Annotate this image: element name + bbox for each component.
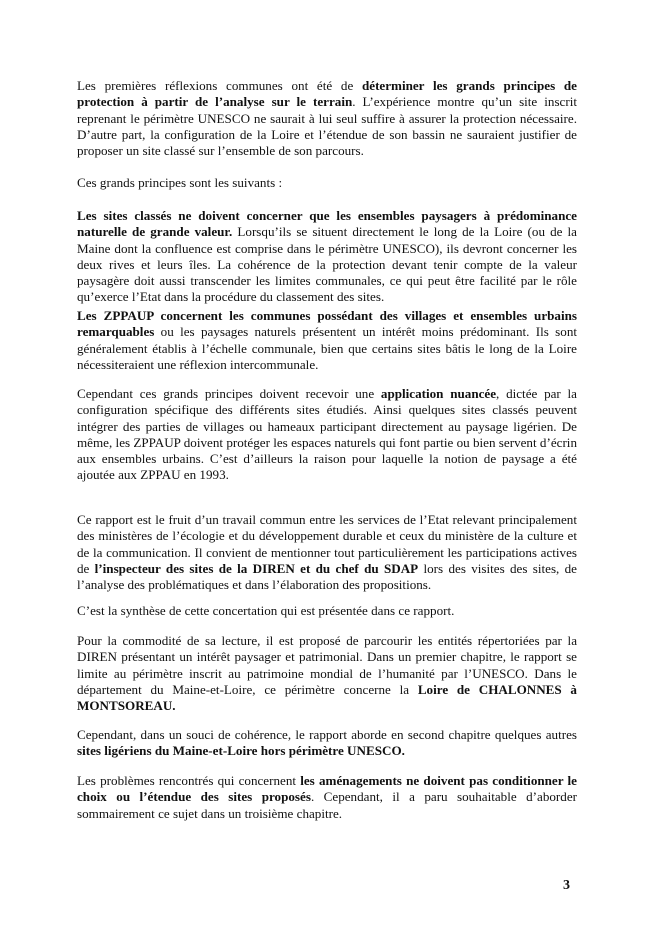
text-run: lors des visites des sites, de l’analyse des problématiques et dans l’élaboration des propositions. — [77, 560, 577, 593]
paragraph-second-chapitre — [77, 727, 577, 760]
text-run: Ce rapport est le fruit d’un travail commun entre les services de l’Etat relevant principalement des ministères de l’écologie et du développement durable et ceux du ministère de la culture et de la communication. Il convient de mentionner tout particulièrement les participations actives de — [77, 512, 577, 576]
text-run: , dictée par la configuration spécifique des différents sites étudiés. Ainsi quelques sites classés peuvent intégrer des parties de villages ou hameaux participant directement au paysage ligérien. De même, les ZPPAUP doivent protéger les espaces naturels qui font partie ou bien servent d’écrin aux ensembles urbains. C’est d’ailleurs la raison pour laquelle la notion de paysage a été ajoutée aux ZPPAU en 1993. — [77, 386, 577, 483]
bold-text-run: Les ZPPAUP concernent les communes possédant des villages et ensembles urbains remarquables — [77, 308, 577, 340]
text-run: Les problèmes rencontrés qui concernent — [77, 773, 301, 788]
bold-text-run: déterminer les grands principes de protection à partir de l’analyse sur le terrain — [77, 78, 577, 110]
text-run: Pour la commodité de sa lecture, il est proposé de parcourir les entités répertoriées par la DIREN présentant un intérêt paysager et patrimonial. Dans un premier chapitre, le rapport se limite au périmètre inscrit au patrimoine mondial de l’humanité par l’UNESCO. Dans le département du Maine-et-Loire, ce périmètre concerne la — [77, 633, 577, 697]
bold-text-run: Les sites classés ne doivent concerner que les ensembles paysagers à prédominance naturelle de grande valeur. — [77, 208, 577, 240]
text-run: ou les paysages naturels présentent un intérêt moins prédominant. Ils sont généralement établis à l’échelle communale, bien que certains sites bâtis le long de la Loire nécessiteraient une réflexion intercommunale. — [77, 324, 577, 372]
paragraph-amenagements — [77, 773, 577, 822]
text-run: Ces grands principes sont les suivants : — [77, 175, 283, 190]
paragraph-principles-list-lead — [77, 175, 577, 191]
paragraph-application-nuancee — [77, 386, 577, 484]
paragraph-principles-intro — [77, 78, 577, 159]
paragraph-rapport-travail-commun — [77, 512, 577, 593]
text-run: Les premières réflexions communes ont été de — [77, 78, 362, 93]
text-run: Cependant ces grands principes doivent recevoir une — [77, 386, 381, 401]
bold-text-run: application nuancée — [380, 386, 497, 401]
paragraph-zppaup — [77, 308, 577, 373]
text-run: Cependant, dans un souci de cohérence, le rapport aborde en second chapitre quelques autres — [77, 727, 577, 742]
paragraph-sites-classes — [77, 208, 577, 306]
bold-text-run: Loire de CHALONNES à MONTSOREAU. — [77, 681, 577, 714]
paragraph-lecture-chapitres — [77, 633, 577, 714]
paragraph-synthese — [77, 603, 577, 619]
bold-text-run: l’inspecteur des sites de la DIREN et du chef du SDAP — [94, 560, 419, 576]
text-run: . Cependant, il a paru souhaitable d’aborder sommairement ce sujet dans un troisième chapitre. — [77, 789, 578, 821]
text-run: C’est la synthèse de cette concertation qui est présentée dans ce rapport. — [77, 603, 455, 618]
bold-text-run: sites ligériens du Maine-et-Loire hors périmètre UNESCO. — [77, 743, 405, 759]
text-run: Lorsqu’ils se situent directement le long de la Loire (ou de la Maine dont la confluence est comprise dans le périmètre UNESCO), ils devront concerner les deux rives et leurs îles. La cohérence de la protection devant tenir compte de la valeur paysagère doit aussi transcender les limites communales, ce qui peut être facilité par le rôle qu’exerce l’Etat dans la procédure du classement des sites. — [77, 224, 577, 305]
bold-text-run: les aménagements ne doivent pas conditionner le choix ou l’étendue des sites proposés — [77, 773, 577, 805]
page-number: 3 — [563, 878, 570, 893]
text-run: . L’expérience montre qu’un site inscrit reprenant le périmètre UNESCO ne saurait à lui seul suffire à assurer la protection nécessaire. D’autre part, la configuration de la Loire et l’étendue de son bassin ne sauraient justifier de proposer un site classé sur l’ensemble de son parcours. — [77, 94, 577, 159]
